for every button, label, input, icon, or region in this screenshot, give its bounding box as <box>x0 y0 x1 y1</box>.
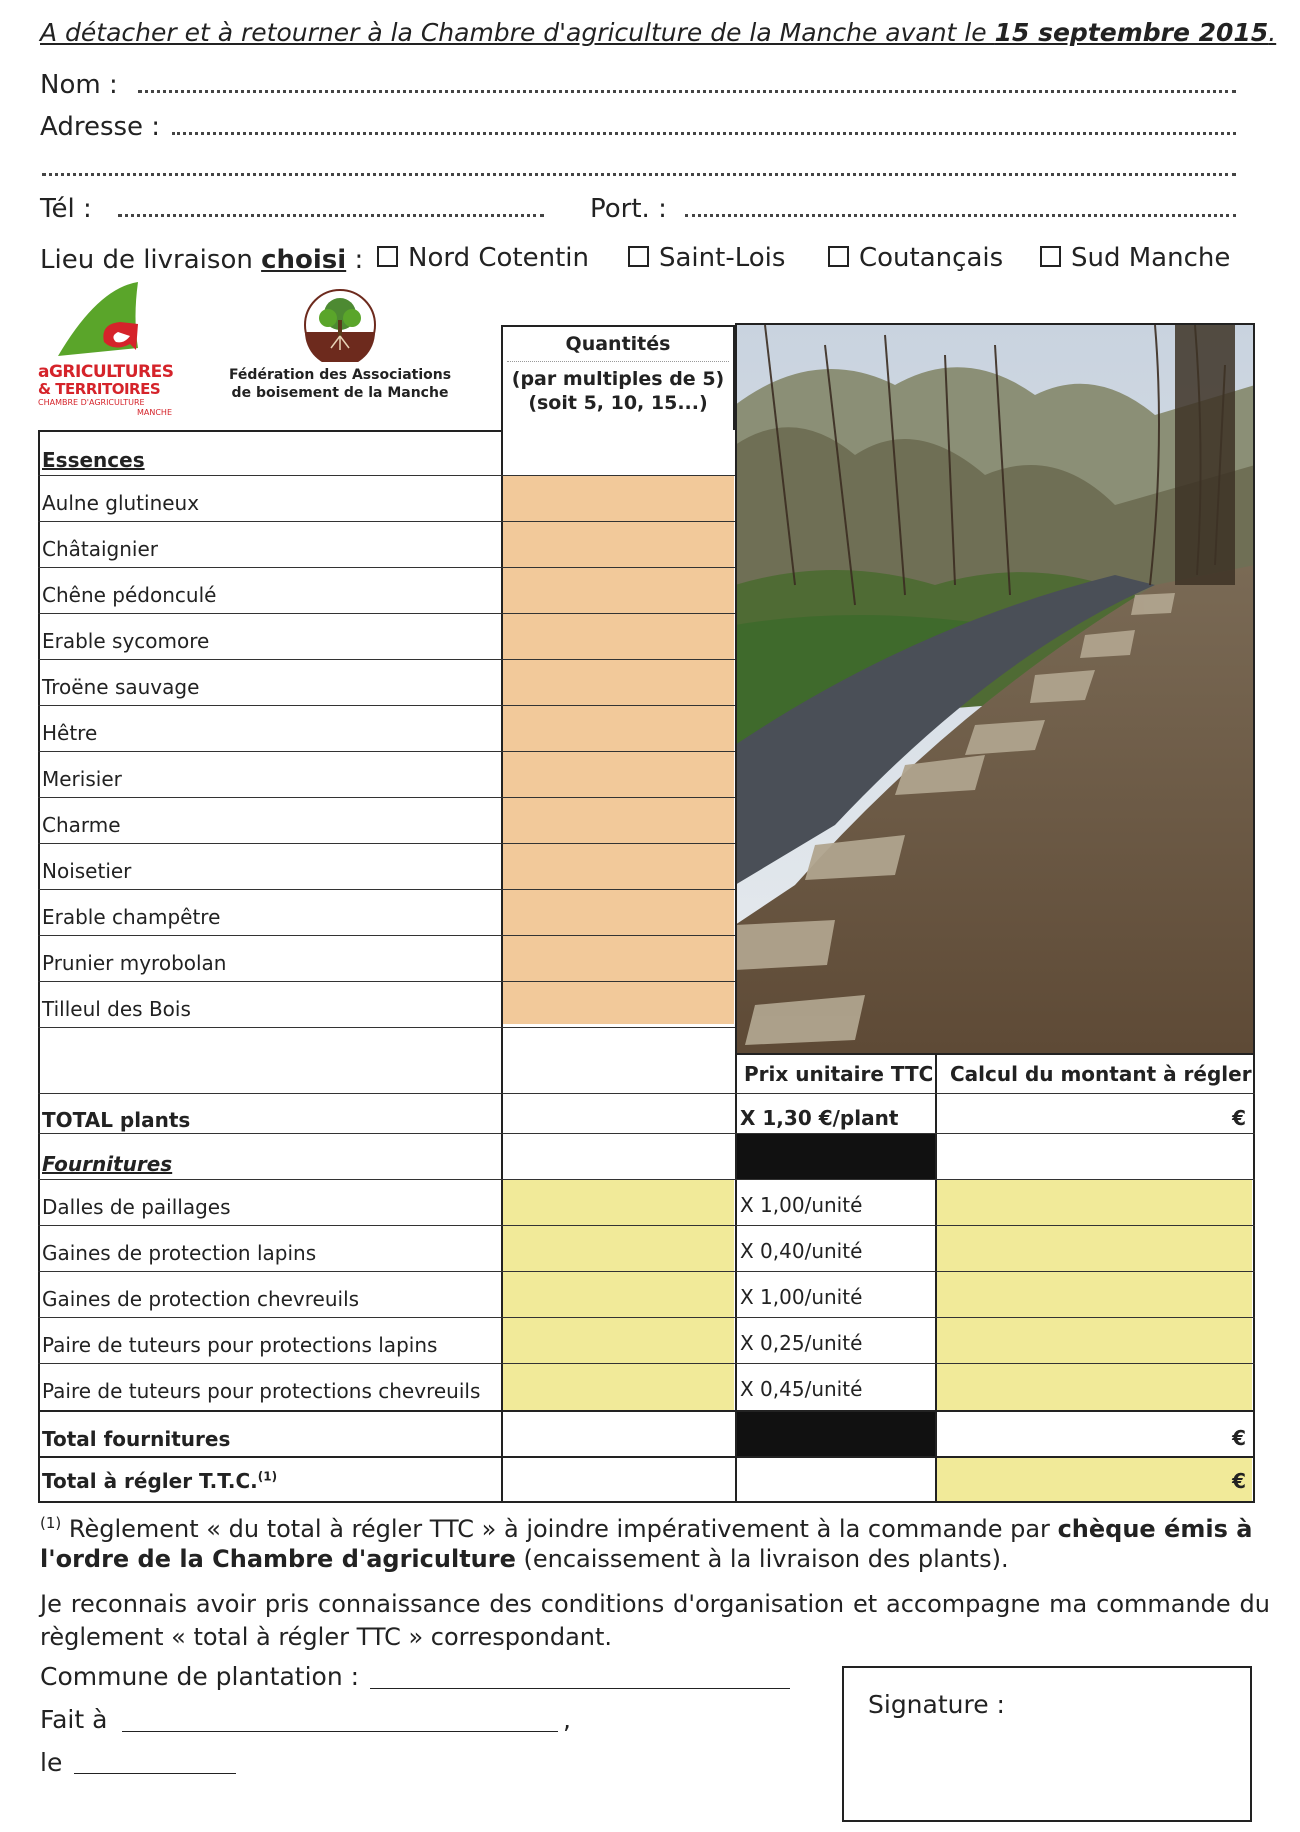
total-ttc-currency: € <box>1232 1469 1246 1493</box>
fourniture-row-label: Paire de tuteurs pour protections lapins <box>42 1333 438 1357</box>
total-fournitures-label: Total fournitures <box>42 1427 231 1451</box>
total-plants-price: X 1,30 €/plant <box>740 1106 899 1130</box>
nom-label: Nom : <box>40 70 118 100</box>
federation-logo: Fédération des Associations de boisement de la Manche <box>220 288 460 408</box>
essences-heading: Essences <box>42 448 145 472</box>
tree-logo-icon <box>303 288 377 362</box>
essence-row-label: Aulne glutineux <box>42 491 200 515</box>
deadline-date: 15 septembre 2015 <box>994 18 1269 47</box>
checkbox[interactable] <box>377 246 398 267</box>
fourniture-unit-price: X 0,40/unité <box>740 1239 863 1263</box>
chamber-logo-icon <box>38 278 178 360</box>
delivery-option-nord-cotentin[interactable]: Nord Cotentin <box>377 243 589 273</box>
payment-footnote: $^{(1)}$ Règlement « du total à régler TTC » à joindre impérativement à la commande par chèque émis à l'ordre de la Chambre d'agriculture (encaissement à la livraison des plants). <box>40 1514 1253 1573</box>
essence-row-label: Erable sycomore <box>42 629 210 653</box>
total-ttc-amount-cell[interactable] <box>936 1457 1252 1502</box>
essence-row-label: Noisetier <box>42 859 132 883</box>
checkbox[interactable] <box>1040 246 1061 267</box>
delivery-option-coutancais[interactable]: Coutançais <box>828 243 1003 273</box>
hedge-photo <box>735 325 1255 1053</box>
essence-row-label: Châtaignier <box>42 537 159 561</box>
commune-label: Commune de plantation : <box>40 1662 360 1691</box>
fournitures-quantity-cells[interactable] <box>503 1179 734 1410</box>
le-label: le <box>40 1748 63 1777</box>
chamber-logo: aGRICULTURES & TERRITOIRES CHAMBRE D'AGRICULTURE MANCHE <box>38 278 178 428</box>
fournitures-heading: Fournitures <box>42 1152 173 1176</box>
port-field[interactable] <box>685 214 1236 217</box>
essence-row-label: Hêtre <box>42 721 98 745</box>
nom-field[interactable] <box>138 90 1236 93</box>
tel-field[interactable] <box>118 214 544 217</box>
delivery-option-saint-lois[interactable]: Saint-Lois <box>628 243 785 273</box>
total-plants-label: TOTAL plants <box>42 1108 191 1132</box>
essence-row-label: Troëne sauvage <box>42 675 200 699</box>
essence-row-label: Merisier <box>42 767 122 791</box>
fourniture-unit-price: X 0,45/unité <box>740 1377 863 1401</box>
quantity-header: Quantités (par multiples de 5) (soit 5, 10, 15...) <box>501 325 735 430</box>
fourniture-unit-price: X 1,00/unité <box>740 1193 863 1217</box>
instruction-header: A détacher et à retourner à la Chambre d'agriculture de la Manche avant le 15 septembre 2015. <box>40 18 1277 47</box>
acknowledgement-text: Je reconnais avoir pris connaissance des conditions d'organisation et accompagne ma commande du règlement « total à régler TTC » correspondant. <box>40 1590 1270 1651</box>
essences-quantity-cells[interactable] <box>503 475 734 1024</box>
port-label: Port. : <box>590 194 667 224</box>
fait-field[interactable] <box>122 1731 558 1732</box>
fait-label: Fait à <box>40 1705 108 1734</box>
table-border-top <box>735 323 1255 325</box>
essence-row-label: Prunier myrobolan <box>42 951 227 975</box>
adresse-label: Adresse : <box>40 112 161 142</box>
adresse-field-line2[interactable] <box>42 173 1236 176</box>
hedge-photo-image <box>735 325 1255 1053</box>
table-divider <box>935 1053 937 1503</box>
delivery-option-sud-manche[interactable]: Sud Manche <box>1040 243 1230 273</box>
total-ttc-label: Total à régler T.T.C.$^{(1)}$ <box>42 1469 278 1493</box>
essence-row-label: Erable champêtre <box>42 905 221 929</box>
fournitures-amount-cells[interactable] <box>936 1179 1252 1410</box>
signature-label: Signature : <box>868 1690 1005 1719</box>
blocked-cell <box>736 1411 935 1457</box>
total-fournitures-currency: € <box>1232 1426 1246 1450</box>
table-divider <box>735 325 737 1503</box>
delivery-label: Lieu de livraison choisi : <box>40 245 364 275</box>
table-border-left <box>38 430 40 1503</box>
table-border-right <box>1253 325 1255 1503</box>
tel-label: Tél : <box>40 194 92 224</box>
checkbox[interactable] <box>828 246 849 267</box>
total-plants-currency: € <box>1232 1106 1246 1130</box>
fourniture-row-label: Gaines de protection chevreuils <box>42 1287 360 1311</box>
fourniture-unit-price: X 0,25/unité <box>740 1331 863 1355</box>
price-header: Prix unitaire TTC <box>744 1062 934 1086</box>
fourniture-row-label: Dalles de paillages <box>42 1195 231 1219</box>
essence-row-label: Chêne pédonculé <box>42 583 217 607</box>
date-field[interactable] <box>74 1773 236 1774</box>
commune-field[interactable] <box>370 1688 790 1689</box>
fourniture-row-label: Paire de tuteurs pour protections chevreuils <box>42 1379 481 1403</box>
table-divider <box>501 325 503 1503</box>
blocked-cell <box>736 1133 935 1179</box>
essence-row-label: Charme <box>42 813 121 837</box>
fourniture-row-label: Gaines de protection lapins <box>42 1241 317 1265</box>
amount-header: Calcul du montant à régler <box>950 1062 1252 1086</box>
table-border-bottom <box>38 1501 1255 1503</box>
adresse-field-line1[interactable] <box>172 132 1236 135</box>
fourniture-unit-price: X 1,00/unité <box>740 1285 863 1309</box>
essence-row-label: Tilleul des Bois <box>42 997 191 1021</box>
checkbox[interactable] <box>628 246 649 267</box>
signature-box[interactable] <box>842 1666 1252 1822</box>
